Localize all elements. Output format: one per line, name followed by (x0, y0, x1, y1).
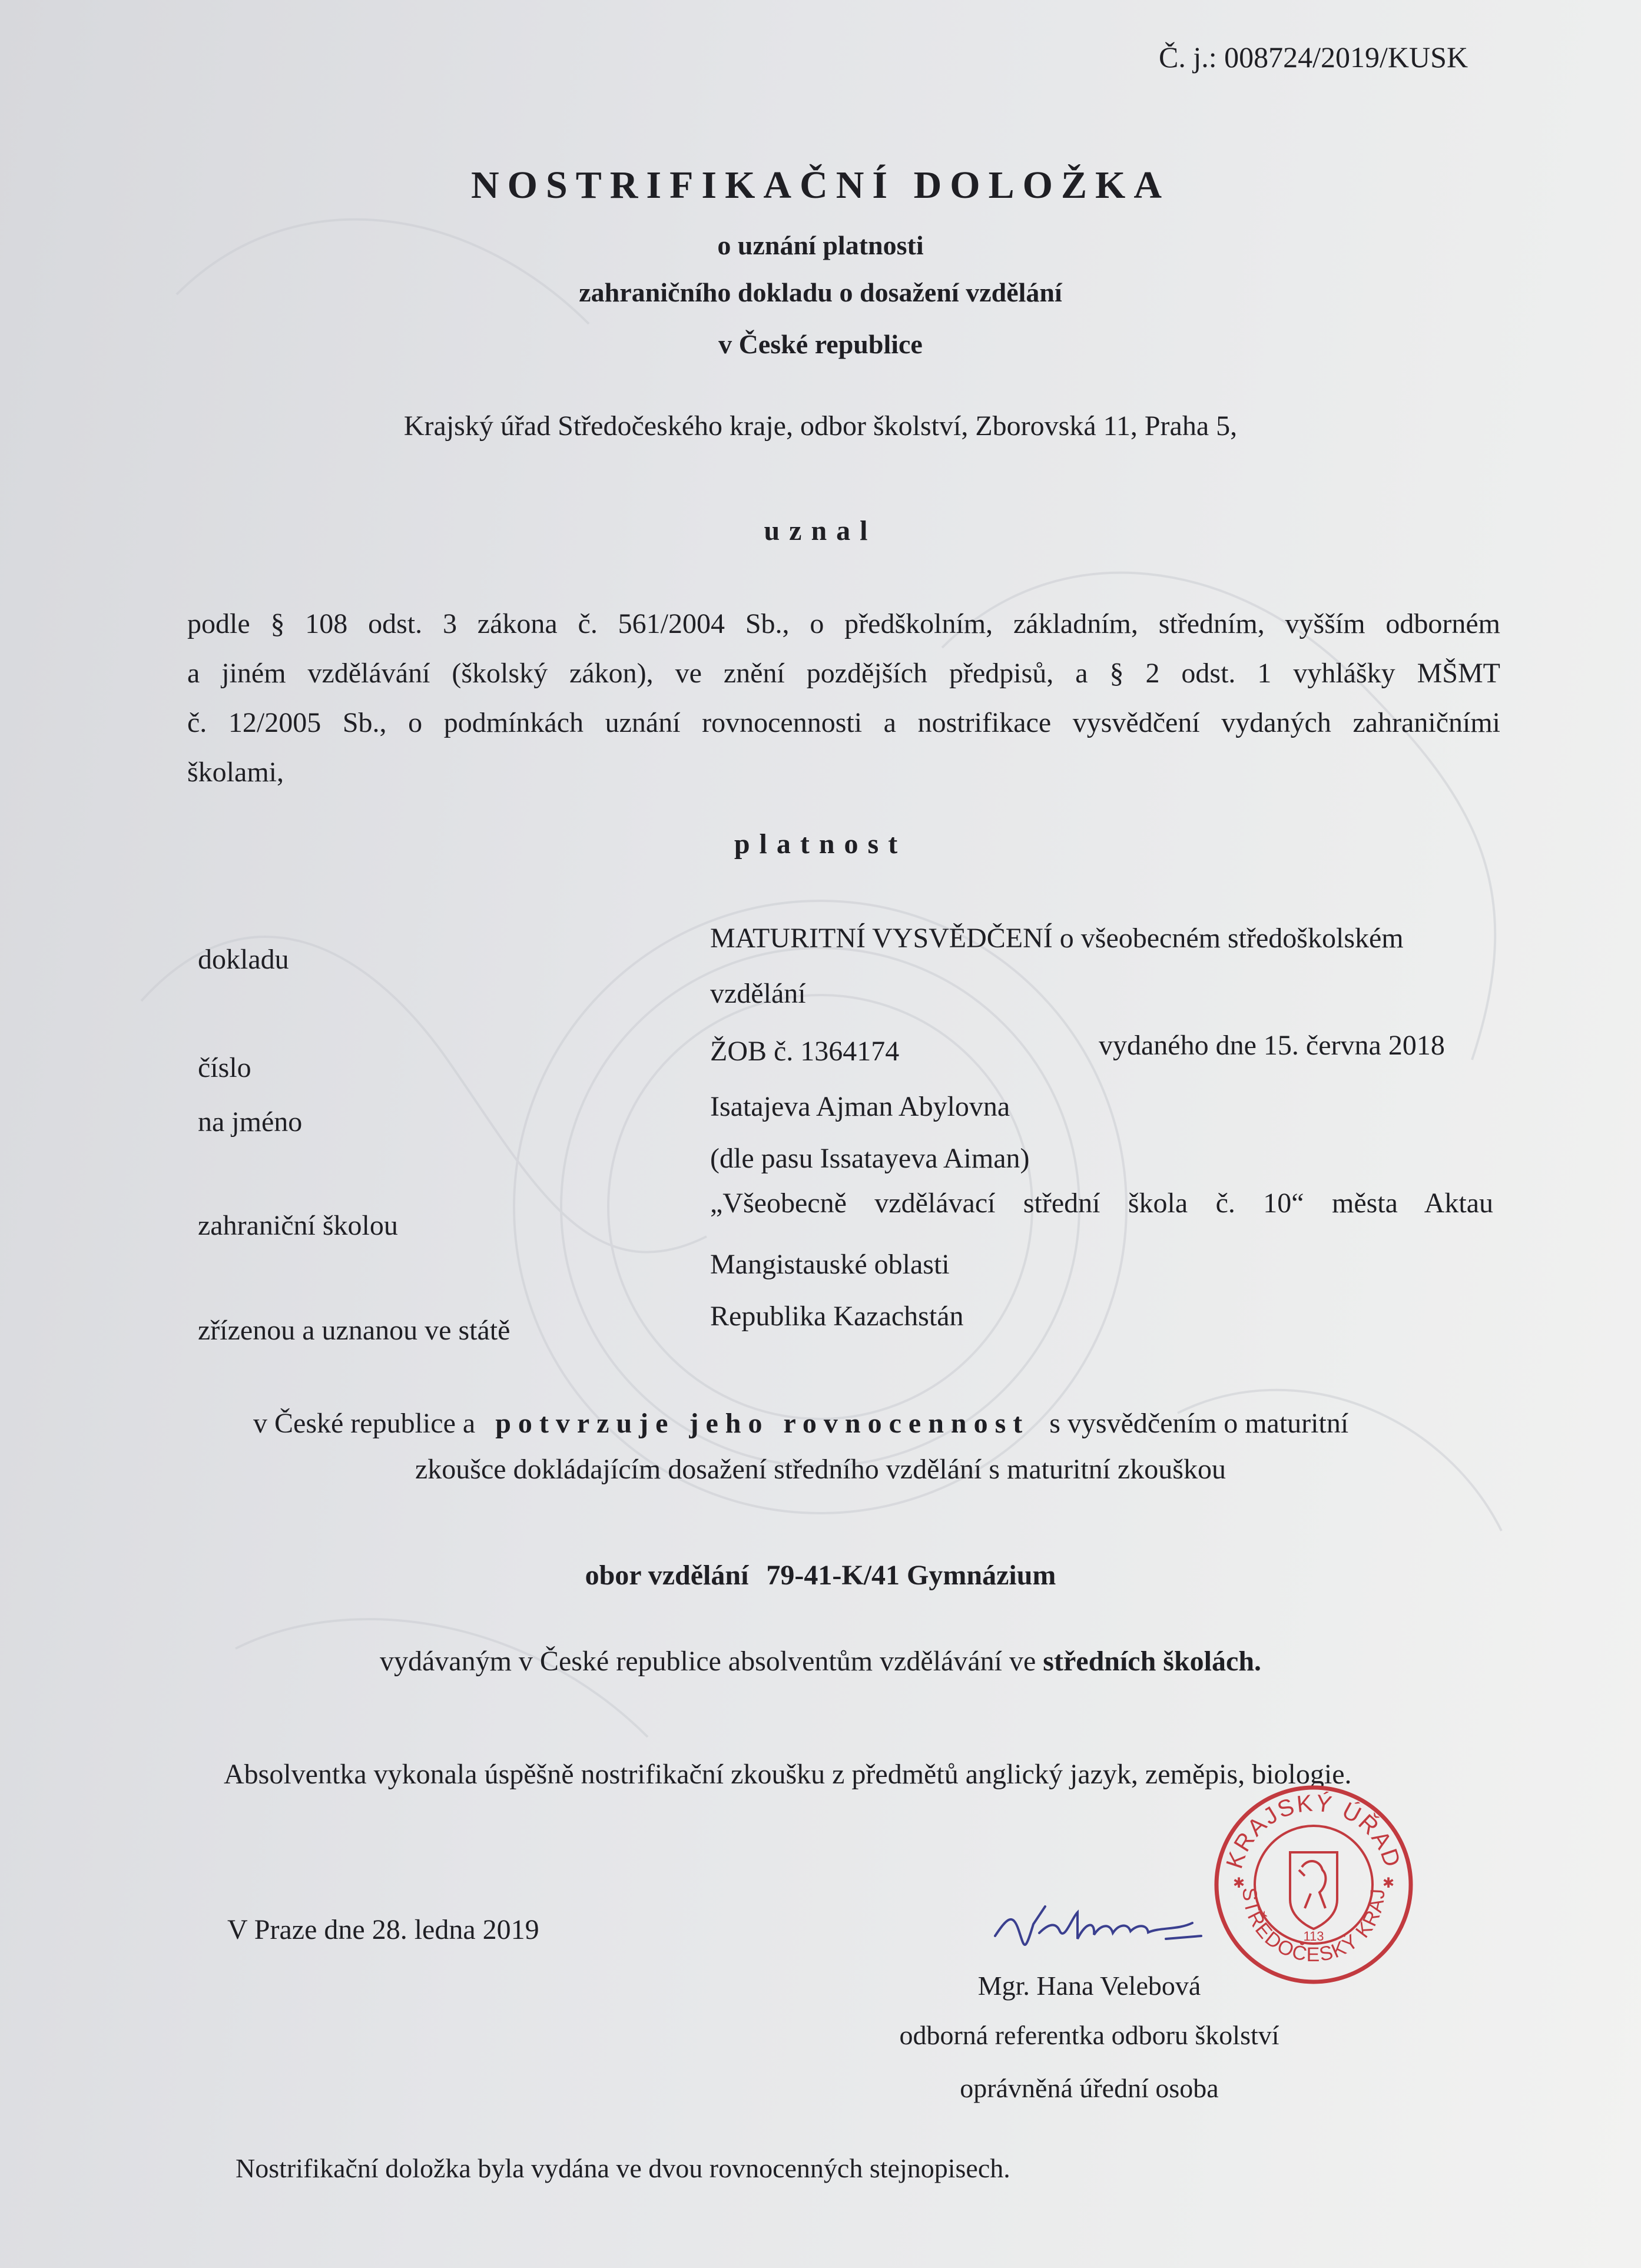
confirmation-prefix: v České republice a (253, 1408, 476, 1439)
confirmation-line-1 (253, 1410, 1348, 1438)
school-label: zahraniční školou (198, 1210, 398, 1241)
document-value-line-2: vzdělání (710, 978, 806, 1009)
legal-basis-line: a jiném vzdělávání (školský zákon), ve znění pozdějších předpisů, a § 2 odst. 1 vyhlášky MŠMT (187, 658, 1500, 689)
name-label: na jméno (198, 1106, 303, 1138)
stamp-shield-icon (1290, 1852, 1337, 1929)
number-label: číslo (198, 1052, 251, 1083)
school-name-line-2: Mangistauské oblasti (710, 1249, 950, 1280)
field-label: obor vzdělání (585, 1560, 749, 1591)
legal-basis-paragraph (187, 599, 1500, 797)
verdict-word: uznal (764, 515, 877, 546)
document-title: NOSTRIFIKAČNÍ DOLOŽKA (471, 164, 1170, 207)
school-name-line-1: „Všeobecně vzdělávací střední škola č. 10“ města Aktau (710, 1188, 1493, 1219)
issue-date: vydaného dne 15. června 2018 (1099, 1030, 1445, 1061)
state-label: zřízenou a uznanou ve státě (198, 1315, 510, 1346)
signatory-role: odborná referentka odboru školství (899, 2020, 1279, 2050)
signatory-authority: oprávněná úřední osoba (960, 2073, 1219, 2103)
issued-to-bold: středních školách. (1043, 1646, 1262, 1677)
holder-name: Isatajeva Ajman Abylovna (710, 1091, 1010, 1122)
field-of-study (0, 1561, 1641, 1590)
confirmation-line-2: zkoušce dokládajícím dosažení středního vzdělání s maturitní zkouškou (415, 1454, 1226, 1485)
holder-passport-name: (dle pasu Issatayeva Aiman) (710, 1143, 1030, 1174)
exam-statement: Absolventka vykonala úspěšně nostrifikační zkoušku z předmětů anglický jazyk, zeměpis, biologie. (224, 1759, 1352, 1790)
validity-word: platnost (734, 828, 907, 860)
issuing-authority: Krajský úřad Středočeského kraje, odbor školství, Zborovská 11, Praha 5, (403, 410, 1238, 442)
certificate-number: ŽOB č. 1364174 (710, 1036, 900, 1067)
stamp-star-left: ✱ (1232, 1875, 1245, 1891)
document-value-line-1: MATURITNÍ VYSVĚDČENÍ o všeobecném středoškolském (710, 923, 1404, 954)
state-value: Republika Kazachstán (710, 1301, 964, 1332)
official-stamp (1211, 1782, 1417, 1988)
handwritten-signature (989, 1895, 1213, 1959)
subtitle-line-1: o uznání platnosti (717, 230, 924, 260)
issued-to-text: vydávaným v České republice absolventům vzdělávání ve (379, 1646, 1036, 1677)
footer-note: Nostrifikační doložka byla vydána ve dvou rovnocenných stejnopisech. (236, 2153, 1010, 2183)
reference-number: Č. j.: 008724/2019/KUSK (1159, 41, 1468, 74)
stamp-top-text: KRAJSKÝ ÚŘAD (1221, 1790, 1406, 1872)
legal-basis-line: č. 12/2005 Sb., o podmínkách uznání rovnocennosti a nostrifikace vysvědčení vydaných zahraničními (187, 707, 1500, 738)
subtitle-line-2: zahraničního dokladu o dosažení vzdělání (579, 277, 1062, 307)
stamp-star-right: ✱ (1382, 1875, 1395, 1891)
document-label: dokladu (198, 944, 289, 975)
signatory-name: Mgr. Hana Velebová (977, 1971, 1201, 2001)
subtitle-line-3: v České republice (718, 329, 923, 359)
stamp-bottom-text: STŘEDOČESKÝ KRAJ (1238, 1886, 1390, 1967)
legal-basis-line: školami, (187, 757, 284, 788)
confirmation-suffix: s vysvědčením o maturitní (1049, 1408, 1349, 1439)
stamp-lion-icon (1299, 1861, 1325, 1908)
field-value: 79-41-K/41 Gymnázium (766, 1560, 1056, 1591)
stamp-number: 113 (1303, 1929, 1324, 1944)
place-and-date: V Praze dne 28. ledna 2019 (227, 1914, 539, 1945)
legal-basis-line: podle § 108 odst. 3 zákona č. 561/2004 Sb., o předškolním, základním, středním, vyšším odborném (187, 608, 1500, 639)
confirmation-emphasis: potvrzuje jeho rovnocennost (495, 1408, 1030, 1439)
issued-to-line (0, 1647, 1641, 1676)
